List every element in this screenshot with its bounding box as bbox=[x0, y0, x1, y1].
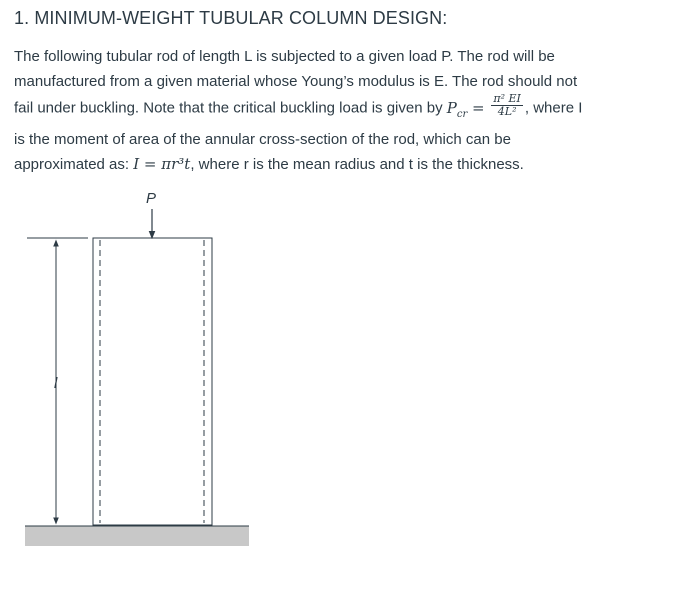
load-label: P bbox=[146, 190, 157, 207]
pcr-symbol: P bbox=[446, 98, 457, 117]
pcr-subscript: cr bbox=[456, 108, 468, 120]
length-label: l bbox=[54, 375, 58, 392]
fraction-numerator: π² EI bbox=[493, 92, 521, 105]
ground-base bbox=[25, 526, 249, 546]
paragraph-line-2: manufactured from a given material whose Young’s modulus is E. The rod should not bbox=[14, 73, 578, 90]
paragraph-line-3-end: , where I bbox=[524, 99, 583, 117]
equals-sign: = bbox=[472, 98, 485, 117]
paragraph-line-5-text: approximated as: bbox=[14, 156, 134, 173]
page-title: 1. MINIMUM-WEIGHT TUBULAR COLUMN DESIGN: bbox=[14, 8, 448, 28]
paragraph-line-5-end: , where r is the mean radius and t is the thickness. bbox=[190, 156, 524, 173]
paragraph-line-3-text: fail under buckling. Note that the critical buckling load is given by bbox=[14, 99, 447, 117]
tube-outline bbox=[93, 238, 212, 525]
inertia-formula: I = πr³t bbox=[133, 155, 191, 173]
fraction-denominator: 4L² bbox=[497, 105, 517, 118]
paragraph-line-1: The following tubular rod of length L is subjected to a given load P. The rod will be bbox=[14, 48, 555, 65]
paragraph-line-4: is the moment of area of the annular cross-section of the rod, which can be bbox=[14, 131, 511, 148]
